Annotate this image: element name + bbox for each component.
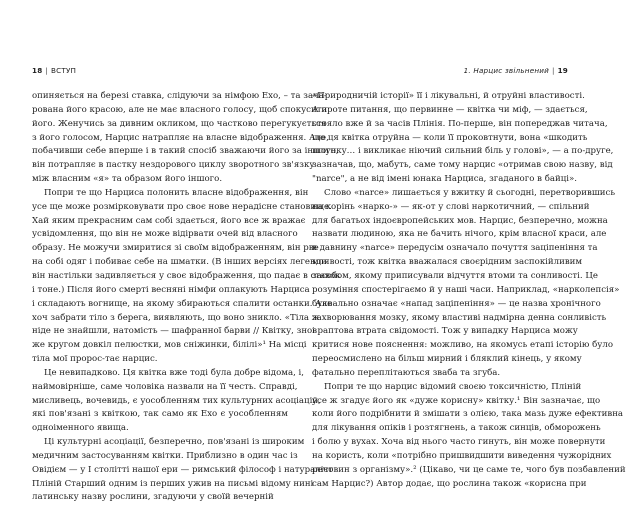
section-title: ВСТУП <box>51 66 77 75</box>
text-line: на користь, коли «потрібно пришвидшити виведення чужорідних <box>312 450 612 461</box>
right-page-text <box>312 90 626 491</box>
text-line: критися нове пояснення: можливо, на якомусь етапі історію було <box>312 340 613 351</box>
text-line: Пліній Старший одним із перших ужив на письмі відому нині <box>32 478 314 489</box>
text-line: і тоне.) Після його смерті весняні німфи оплакують Нарциса <box>32 284 310 295</box>
text-line: хоч забрати тіло з берега, виявляють, що воно зникло. «Тіла ж <box>32 312 320 323</box>
text-line: зазначав, що, мабуть, саме тому нарцис «отримав свою назву, від <box>312 160 613 171</box>
text-line: Овідієм — у І столітті нашої ери — римський філософ і натураліст <box>32 464 334 475</box>
text-line: Це невипадково. Ця квітка вже тоді була добре відома, і, <box>44 367 305 378</box>
text-line: "narce", а не від імені юнака Нарциса, згаданого в байці». <box>312 174 578 185</box>
text-line: медичним застосуванням квітки. Приблизно в один час із <box>32 450 298 461</box>
text-line: латинську назву рослини, згадуючи у своїй вечерній <box>32 492 274 503</box>
text-line: одноіменного явища. <box>32 423 129 434</box>
text-line: Ці культурні асоціації, безперечно, пов'язані із широким <box>44 437 305 448</box>
text-line: він настільки задивляється у своє відображення, що падає в ставок <box>32 270 341 281</box>
right-running-header <box>312 66 568 76</box>
text-line: опиняється на березі ставка, слідуючи за німфою Ехо, – та зача- <box>32 91 327 101</box>
text-line: же кругом довкіл пелюстки, мов сніжинки, білілі»¹ На місці <box>32 340 307 351</box>
text-line: він потрапляє в пастку нездорового циклу зворотного зв'язку <box>32 160 315 171</box>
right-page <box>312 66 626 491</box>
text-line: його. Женучись за дивним окликом, що частково перегукується <box>32 118 327 129</box>
text-line: на собі одяг і побиває себе на шматки. (В інших версіях легенди <box>32 257 327 268</box>
text-line: в давнину «narce» передусім означало почуття заціпеніння та <box>312 243 598 254</box>
text-line: які пов'язані з квіткою, так само як Ехо є уособленням <box>32 409 288 420</box>
text-line: з його голосом, Нарцис натрапляє на власне відображення. Але, <box>32 132 329 143</box>
text-line: на корінь «нарко-» — як-от у слові наркотичний, — спільний <box>312 201 590 212</box>
text-line: фатально переплітаються зваба та згуба. <box>312 367 501 378</box>
text-line: рована його красою, але не має власного голосу, щоб спокусити <box>32 104 328 115</box>
left-page-text <box>32 90 341 505</box>
text-line: ніде не знайшли, натомість — шафранної барви // Квітку, знов <box>32 326 318 337</box>
text-line: усе ж згадує його як «дуже корисну» квітку.¹ Він зазначає, що <box>312 395 601 406</box>
text-line: і болю у вухах. Хоча від нього часто гинуть, він може повернути <box>312 437 606 448</box>
text-line: Слово «narce» лишається у вжитку й сьогодні, перетворившись <box>324 187 616 198</box>
text-line: наймовірніше, саме чоловіка назвали на її честь. Справді, <box>32 381 298 392</box>
text-line: для багатьох індоєвропейських мов. Нарцис, безперечно, можна <box>312 215 608 226</box>
text-line: Попри те що нарцис відомий своєю токсичністю, Пліній <box>324 381 582 392</box>
header-separator: | <box>45 66 49 75</box>
left-running-header <box>32 66 288 76</box>
text-line: «Природничій історії» її і лікувальні, й отруйні властивості. <box>312 91 585 101</box>
text-line: речовин з організму».² (Цікаво, чи це саме те, чого був позбавлений <box>312 464 626 475</box>
text-line: і складають вогнище, на якому збираються спалити останки. Але <box>32 298 333 309</box>
text-line: для лікування опіків і розтягнень, а також синців, обморожень <box>312 423 601 434</box>
text-line: коли його подрібнити й змішати з олією, така мазь дуже ефективна <box>312 409 624 420</box>
text-line: буквально означає «напад заціпеніння» — це назва хронічного <box>312 298 601 309</box>
text-line: образу. Не можучи змиритися зі своїм відображенням, він рве <box>32 243 319 254</box>
text-line: Попри те що Нарциса полонить власне відображення, він <box>44 187 309 198</box>
text-line: і раптова втрата свідомості. Тож у випадку Нарциса можу <box>312 326 578 337</box>
left-page-number: 18 <box>32 66 43 75</box>
text-line: усе ще може розмірковувати про своє нове нерадісне становище. <box>32 201 332 212</box>
text-line: захворювання мозку, якому властиві надмірна денна сонливість <box>312 312 607 323</box>
text-line: млявості, тож квітка вважалася своєрідним заспокійливим <box>312 257 583 268</box>
text-line: Хай яким прекрасним сам собі здається, його все ж вражає <box>32 215 306 226</box>
right-page-number: 19 <box>557 66 568 75</box>
text-line: між власним «я» та образом його іншого. <box>32 174 223 185</box>
text-line: побачивши себе вперше і в такий спосіб зважаючи його за іншого, <box>32 146 339 157</box>
text-line: сам Нарцис?) Автор додає, що рослина також «корисна при <box>312 478 587 489</box>
text-line: що ця квітка отруйна — коли її проковтнути, вона «шкодить <box>312 132 588 143</box>
text-line: розуміння спостерігаємо й у наші часи. Наприклад, «нарколепсія» <box>312 284 620 295</box>
header-separator: | <box>551 66 555 75</box>
text-line: мисливець, вочевидь, є уособленням тих культурних асоціацій, <box>32 395 321 406</box>
text-line: засобом, якому приписували відчуття втоми та сонливості. Це <box>312 270 598 281</box>
text-line: тіла мої пророс-тає нарцис. <box>32 354 158 365</box>
text-line: переосмислено на більш мирний і бляклий кінець, у якому <box>312 354 582 365</box>
text-line: шлунку… і викликає ніючий сильний біль у голові», — а по-друге, <box>312 146 614 157</box>
text-line: усвідомлення, що він не може відірвати очей від власного <box>32 229 298 240</box>
chapter-running-title: 1. Нарцис звільнений <box>463 66 549 75</box>
left-page <box>32 66 341 505</box>
text-line: А проте питання, що первинне — квітка чи міф, — здається, <box>312 104 588 115</box>
text-line: назвати людиною, яка не бачить нічого, крім власної краси, але <box>312 229 607 240</box>
text-line: стояло вже й за часів Плінія. По-перше, він попереджав читача, <box>312 118 608 129</box>
